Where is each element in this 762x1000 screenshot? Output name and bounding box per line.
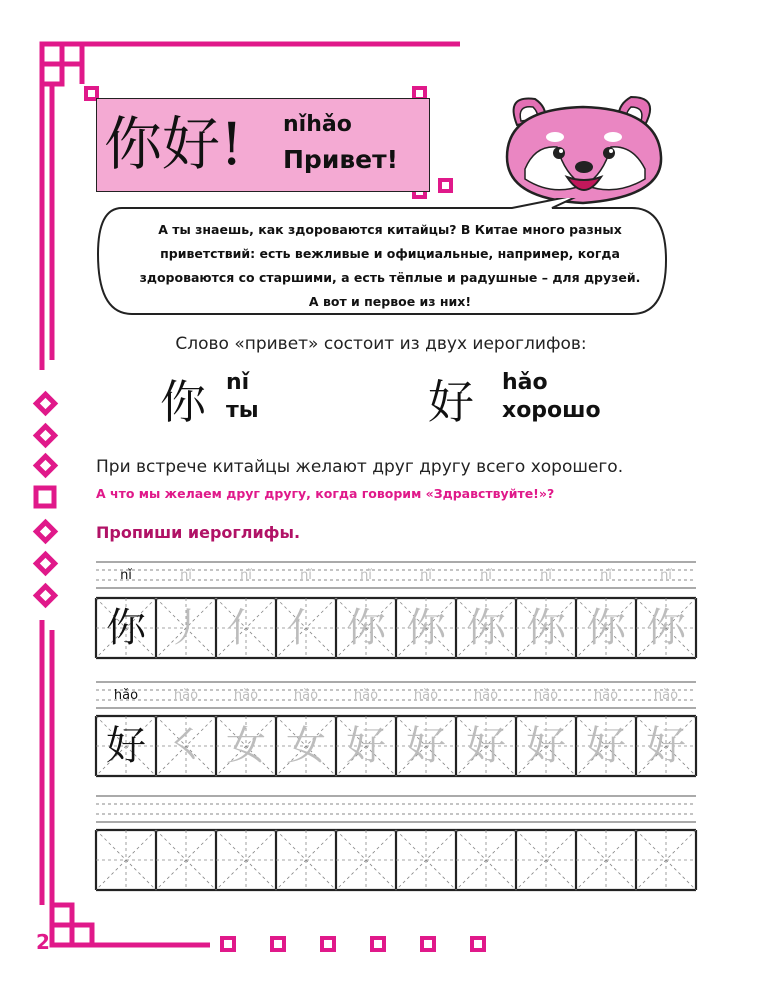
word-hanzi-ni: 你 [160, 375, 206, 429]
pinyin-cell: hǎo [473, 688, 499, 703]
hanzi-cell: 好 [586, 723, 626, 769]
hanzi-cell: 好 [346, 723, 386, 769]
pinyin-cell: nǐ [480, 568, 492, 583]
hanzi-cell: 亻 [226, 605, 266, 651]
pinyin-cell: hǎo [233, 688, 259, 703]
hanzi-cell: 好 [646, 723, 686, 769]
question-text: А что мы желаем друг другу, когда говорим «Здравствуйте!»? [96, 486, 555, 501]
hanzi-cell: 好 [466, 723, 506, 769]
pinyin-cell: nǐ [600, 568, 612, 583]
hanzi-cell: 好 [526, 723, 566, 769]
hanzi-cell: 你 [466, 605, 506, 651]
pinyin-cell: hǎo [353, 688, 379, 703]
hanzi-cell: 你 [346, 605, 386, 651]
word-russian-hao: хорошо [502, 398, 601, 423]
title-russian: Привет! [283, 145, 399, 174]
bubble-line: здороваются со старшими, а есть тёплые и радушные – для друзей. [139, 270, 641, 285]
pinyin-cell: hǎo [113, 688, 139, 703]
pinyin-cell: hǎo [533, 688, 559, 703]
word-pinyin-ni: nǐ [226, 370, 250, 395]
pinyin-cell: nǐ [300, 568, 312, 583]
hanzi-cell: 你 [526, 605, 566, 651]
bubble-line: А вот и первое из них! [308, 294, 472, 309]
pinyin-cell: hǎo [413, 688, 439, 703]
word-pinyin-hao: hǎo [502, 370, 548, 395]
pinyin-cell: nǐ [660, 568, 672, 583]
hanzi-cell: 你 [406, 605, 446, 651]
pinyin-cell: hǎo [293, 688, 319, 703]
title-hanzi: 你好! [104, 110, 244, 178]
pinyin-cell: hǎo [173, 688, 199, 703]
page-number: 2 [36, 930, 50, 954]
intro-text: Слово «привет» состоит из двух иероглифов: [175, 334, 587, 354]
hanzi-cell: ㇛ [166, 723, 206, 769]
hanzi-cell: 亻 [286, 605, 326, 651]
pinyin-cell: nǐ [180, 568, 192, 583]
word-russian-ni: ты [226, 398, 259, 423]
word-hanzi-hao: 好 [428, 375, 474, 429]
pinyin-cell: hǎo [593, 688, 619, 703]
pinyin-cell: nǐ [120, 568, 132, 583]
title-pinyin: nǐhǎo [283, 112, 352, 137]
pinyin-cell: nǐ [240, 568, 252, 583]
paragraph-text: При встрече китайцы желают друг другу всего хорошего. [96, 457, 624, 477]
pinyin-cell: nǐ [360, 568, 372, 583]
pinyin-cell: nǐ [420, 568, 432, 583]
hanzi-cell: 好 [106, 723, 146, 769]
hanzi-cell: 好 [406, 723, 446, 769]
task-heading: Пропиши иероглифы. [96, 523, 301, 542]
hanzi-cell: 女 [286, 723, 326, 769]
hanzi-cell: 丿 [166, 605, 206, 651]
bubble-line: А ты знаешь, как здороваются китайцы? В Китае много разных [158, 222, 622, 237]
hanzi-cell: 你 [646, 605, 686, 651]
hanzi-cell: 你 [586, 605, 626, 651]
hanzi-cell: 你 [106, 605, 146, 651]
bubble-line: приветствий: есть вежливые и официальные, например, когда [160, 246, 620, 261]
pinyin-cell: hǎo [653, 688, 679, 703]
pinyin-cell: nǐ [540, 568, 552, 583]
hanzi-cell: 女 [226, 723, 266, 769]
